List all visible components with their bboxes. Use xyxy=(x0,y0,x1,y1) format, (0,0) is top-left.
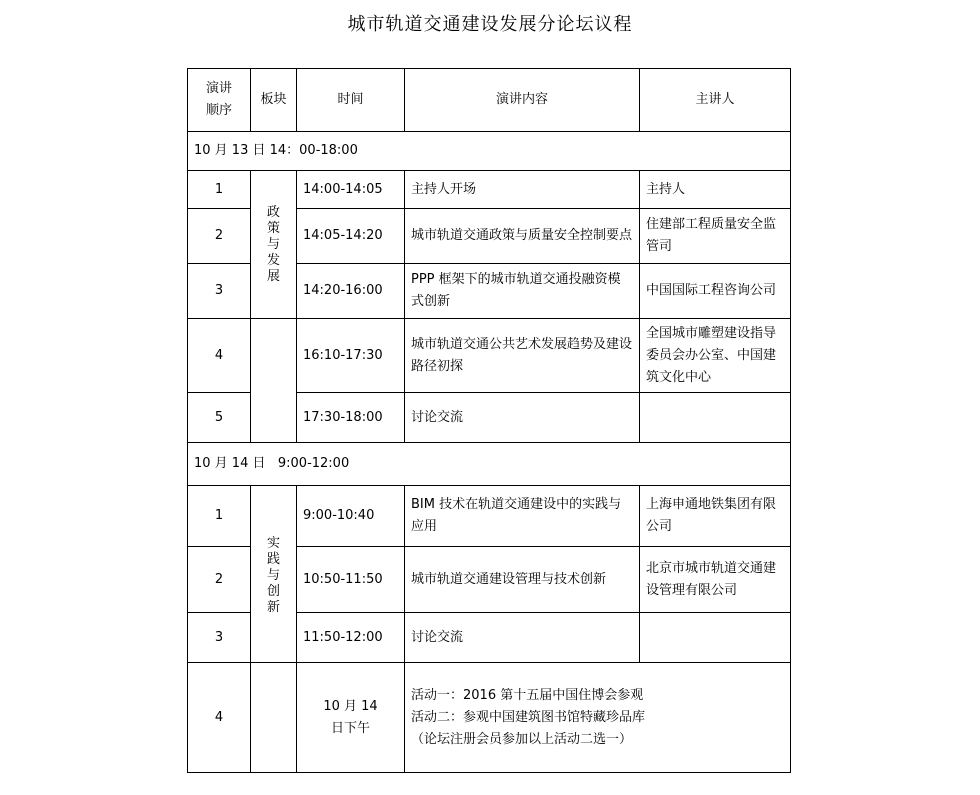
speaker-cell: 中国国际工程咨询公司 xyxy=(640,264,791,319)
time-cell: 10 月 14 日下午 xyxy=(297,663,405,773)
speaker-cell: 主持人 xyxy=(640,171,791,209)
content-cell: 城市轨道交通公共艺术发展趋势及建设路径初探 xyxy=(405,319,640,393)
content-cell: 城市轨道交通政策与质量安全控制要点 xyxy=(405,209,640,264)
block-char: 创 xyxy=(266,584,280,599)
block-char: 发 xyxy=(266,253,280,268)
activity-note: （论坛注册会员参加以上活动二选一） xyxy=(411,731,633,747)
speaker-cell xyxy=(640,613,791,663)
time-cell: 14:20-16:00 xyxy=(297,264,405,319)
table-row xyxy=(188,319,791,393)
page-title: 城市轨道交通建设发展分论坛议程 xyxy=(347,14,633,35)
content-cell: 讨论交流 xyxy=(405,393,640,443)
block-char: 政 xyxy=(266,205,280,220)
order-cell: 1 xyxy=(188,171,251,209)
header-row xyxy=(188,69,791,132)
content-cell: 讨论交流 xyxy=(405,613,640,663)
speaker-cell xyxy=(640,393,791,443)
activity-line: 活动二：参观中国建筑图书馆特藏珍品库 xyxy=(411,709,646,725)
order-cell: 5 xyxy=(188,393,251,443)
header-speaker: 主讲人 xyxy=(640,69,791,132)
content-cell: PPP 框架下的城市轨道交通投融资模式创新 xyxy=(405,264,640,319)
content-cell: 城市轨道交通建设管理与技术创新 xyxy=(405,547,640,613)
order-cell: 3 xyxy=(188,613,251,663)
time-cell: 14:00-14:05 xyxy=(297,171,405,209)
block-char: 策 xyxy=(266,221,280,236)
content-cell: 主持人开场 xyxy=(405,171,640,209)
speaker-cell: 北京市城市轨道交通建设管理有限公司 xyxy=(640,547,791,613)
order-cell: 1 xyxy=(188,486,251,547)
table-row-activities xyxy=(188,663,791,773)
order-cell: 2 xyxy=(188,209,251,264)
block-char: 新 xyxy=(266,600,280,615)
time-cell: 17:30-18:00 xyxy=(297,393,405,443)
header-order: 演讲顺序 xyxy=(188,69,251,132)
block-char: 实 xyxy=(266,536,280,551)
time-cell: 16:10-17:30 xyxy=(297,319,405,393)
order-cell: 2 xyxy=(188,547,251,613)
speaker-cell: 上海申通地铁集团有限公司 xyxy=(640,486,791,547)
date-row-day1 xyxy=(188,132,791,171)
order-cell: 4 xyxy=(188,663,251,773)
activity-line: 活动一：2016 第十五届中国住博会参观 xyxy=(411,687,644,703)
table-row xyxy=(188,486,791,547)
block-char: 展 xyxy=(266,269,280,284)
block-cell-practice xyxy=(251,486,297,663)
date-day2: 10 月 14 日 9:00-12:00 xyxy=(188,443,791,486)
header-block: 板块 xyxy=(251,69,297,132)
date-day1: 10 月 13 日 14：00-18:00 xyxy=(188,132,791,171)
time-cell: 10:50-11:50 xyxy=(297,547,405,613)
block-char: 践 xyxy=(266,552,280,567)
speaker-cell: 全国城市雕塑建设指导委员会办公室、中国建筑文化中心 xyxy=(640,319,791,393)
header-content: 演讲内容 xyxy=(405,69,640,132)
order-cell: 3 xyxy=(188,264,251,319)
speaker-cell: 住建部工程质量安全监管司 xyxy=(640,209,791,264)
time-cell: 9:00-10:40 xyxy=(297,486,405,547)
date-row-day2 xyxy=(188,443,791,486)
block-cell-empty xyxy=(251,663,297,773)
header-time: 时间 xyxy=(297,69,405,132)
time-cell: 11:50-12:00 xyxy=(297,613,405,663)
order-cell: 4 xyxy=(188,319,251,393)
block-cell-policy xyxy=(251,171,297,319)
block-char: 与 xyxy=(266,237,280,252)
block-cell-empty xyxy=(251,319,297,443)
table-row xyxy=(188,171,791,209)
time-cell: 14:05-14:20 xyxy=(297,209,405,264)
content-cell: BIM 技术在轨道交通建设中的实践与应用 xyxy=(405,486,640,547)
agenda-table xyxy=(187,68,791,773)
block-char: 与 xyxy=(266,568,280,583)
activities-cell xyxy=(405,663,791,773)
